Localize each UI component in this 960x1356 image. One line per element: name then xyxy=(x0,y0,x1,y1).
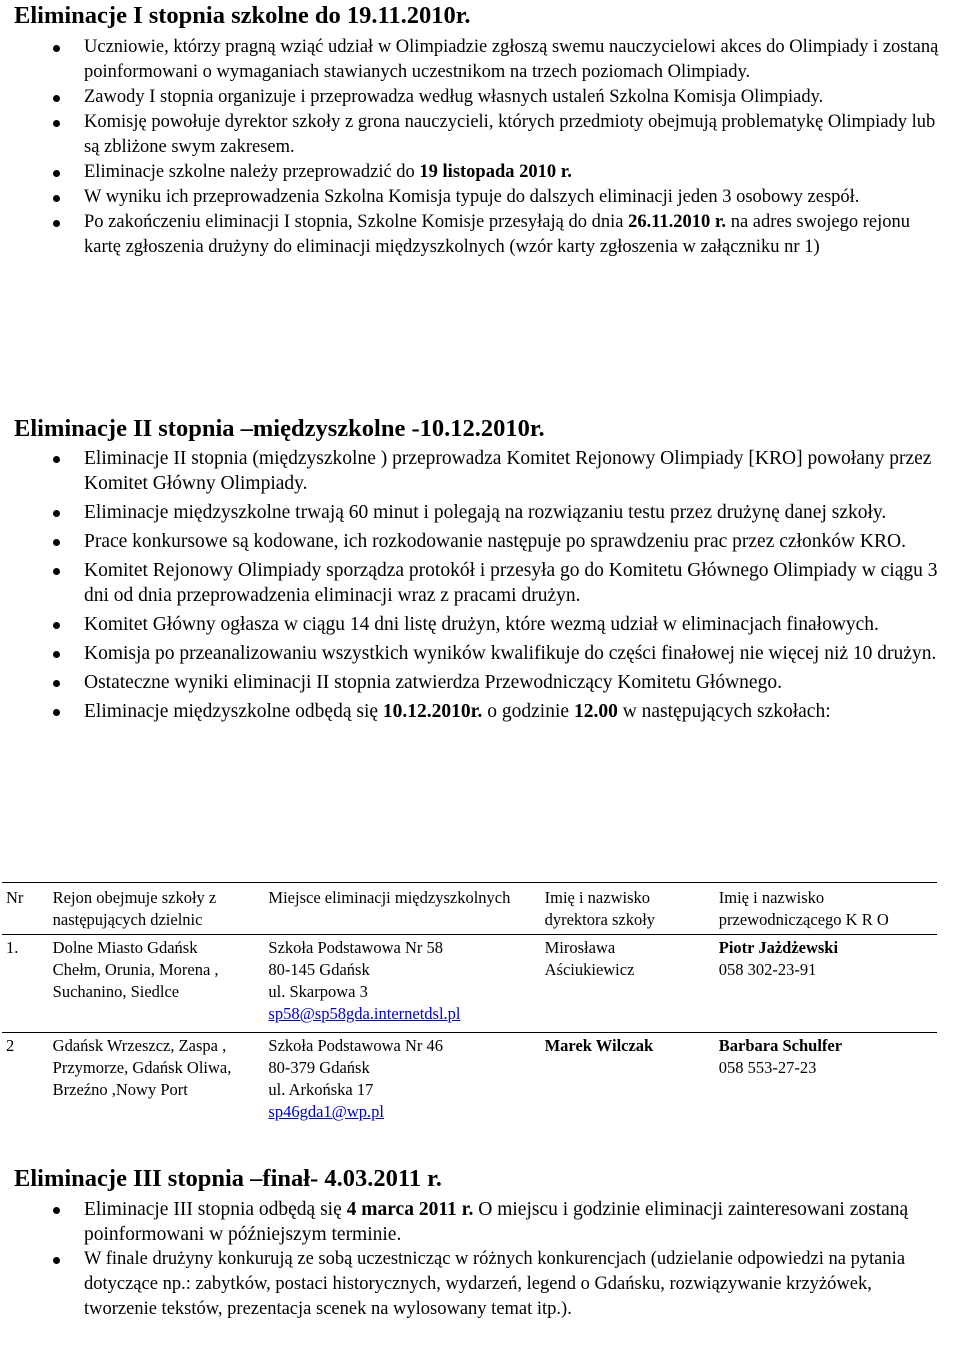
list-item xyxy=(15,1197,945,1247)
director-cell xyxy=(541,1033,715,1124)
schools-table xyxy=(2,882,937,1123)
item-text: Eliminacje międzyszkolne odbędą się xyxy=(84,701,383,722)
section-2-title: Eliminacje II stopnia –międzyszkolne -10.12.2010r. xyxy=(14,415,545,442)
cell-line: Aściukiewicz xyxy=(544,960,635,979)
list-item: Zawody I stopnia organizuje i przeprowadza według własnych ustaleń Szkolna Komisja Olimpiady. xyxy=(15,85,945,110)
place-cell xyxy=(264,935,540,1033)
chair-cell xyxy=(715,1033,937,1124)
list-item: Ostateczne wyniki eliminacji II stopnia zatwierdza Przewodniczący Komitetu Głównego. xyxy=(15,670,945,695)
header-cell: Miejsce eliminacji międzyszkolnych xyxy=(264,883,540,935)
email-link[interactable]: sp46gda1@wp.pl xyxy=(268,1102,384,1121)
list-item: Komitet Rejonowy Olimpiady sporządza protokół i przesyła go do Komitetu Głównego Olimpiady w ciągu 3 dni od dnia przeprowadzenia eliminacji wraz z pracami drużyn. xyxy=(15,558,945,608)
chair-phone: 058 553-27-23 xyxy=(718,1058,817,1077)
district-cell xyxy=(49,935,265,1033)
director-cell xyxy=(541,935,715,1033)
cell-line: Szkoła Podstawowa Nr 46 xyxy=(268,1036,444,1055)
chair-cell xyxy=(715,935,937,1033)
section-3-list xyxy=(15,1197,945,1322)
cell-line: 80-145 Gdańsk xyxy=(268,960,370,979)
item-bold: 26.11.2010 r. xyxy=(628,212,727,232)
cell-line: Gdańsk Wrzeszcz, Zaspa , xyxy=(52,1036,227,1055)
cell-line: Suchanino, Siedlce xyxy=(52,982,180,1001)
cell-line: Mirosława xyxy=(544,938,616,957)
section-1-list xyxy=(15,35,945,260)
header-cell: Nr xyxy=(2,883,49,935)
list-item: Prace konkursowe są kodowane, ich rozkodowanie następuje po sprawdzeniu prac przez członków KRO. xyxy=(15,529,945,554)
item-bold: 19 listopada 2010 r. xyxy=(419,162,572,182)
item-text: o godzinie xyxy=(482,701,574,722)
cell-line: Dolne Miasto Gdańsk xyxy=(52,938,198,957)
place-cell xyxy=(264,1033,540,1124)
table-header-row xyxy=(2,883,937,935)
header-cell: Imię i nazwisko przewodniczącego K R O xyxy=(715,883,937,935)
list-item: Komisję powołuje dyrektor szkoły z grona nauczycieli, których przedmioty obejmują problematykę Olimpiady lub są zbliżone swym zakresem. xyxy=(15,110,945,160)
section-3-title: Eliminacje III stopnia –finał- 4.03.2011 r. xyxy=(14,1165,442,1192)
row-number: 1. xyxy=(2,935,49,1033)
list-item xyxy=(15,699,945,724)
section-2-list xyxy=(15,446,945,728)
cell-line: Chełm, Orunia, Morena , xyxy=(52,960,219,979)
cell-line: Przymorze, Gdańsk Oliwa, xyxy=(52,1058,232,1077)
cell-line: ul. Arkońska 17 xyxy=(268,1080,374,1099)
row-number: 2 xyxy=(6,1036,15,1055)
item-text: Eliminacje szkolne należy przeprowadzić do xyxy=(84,162,420,182)
cell-line: Szkoła Podstawowa Nr 58 xyxy=(268,938,444,957)
list-item xyxy=(15,210,945,260)
item-text: Po zakończeniu eliminacji I stopnia, Szkolne Komisje przesyłają do dnia xyxy=(84,212,629,232)
list-item: W finale drużyny konkurują ze sobą uczestnicząc w różnych konkurencjach (udzielanie odpowiedzi na pytania dotyczące np.: zabytków, postaci historycznych, wydarzeń, legend o Gdańsku, rozwiązywanie krzyżówek, tworzenie tekstów, prezentacja scenek na wylosowany temat itp.). xyxy=(15,1247,945,1322)
table-row xyxy=(2,935,937,1033)
district-cell xyxy=(49,1033,265,1124)
cell-line: Marek Wilczak xyxy=(544,1036,654,1055)
section-1-title: Eliminacje I stopnia szkolne do 19.11.2010r. xyxy=(14,2,471,29)
item-text: w następujących szkołach: xyxy=(617,701,831,722)
chair-name: Piotr Jażdżewski xyxy=(718,938,839,957)
chair-name: Barbara Schulfer xyxy=(718,1036,843,1055)
header-cell: Imię i nazwisko dyrektora szkoły xyxy=(541,883,715,935)
item-bold: 10.12.2010r. xyxy=(382,701,483,722)
email-link[interactable]: sp58@sp58gda.internetdsl.pl xyxy=(268,1004,461,1023)
list-item: Komisja po przeanalizowaniu wszystkich wyników kwalifikuje do części finałowej nie więcej niż 10 drużyn. xyxy=(15,641,945,666)
item-text: na adres swojego rejonu kartę zgłoszenia drużyny do eliminacji międzyszkolnych (wzór karty zgłoszenia w załączniku nr 1) xyxy=(84,212,910,257)
list-item: W wyniku ich przeprowadzenia Szkolna Komisja typuje do dalszych eliminacji jeden 3 osobowy zespół. xyxy=(15,185,945,210)
item-bold: 4 marca 2011 r. xyxy=(346,1199,474,1220)
list-item xyxy=(15,160,945,185)
list-item: Uczniowie, którzy pragną wziąć udział w Olimpiadzie zgłoszą swemu nauczycielowi akces do Olimpiady i zostaną poinformowani o wymaganiach stawianych uczestnikom na trzech poziomach Olimpiady. xyxy=(15,35,945,85)
table-row xyxy=(2,1033,937,1124)
list-item: Eliminacje II stopnia (międzyszkolne ) przeprowadza Komitet Rejonowy Olimpiady [KRO] powołany przez Komitet Główny Olimpiady. xyxy=(15,446,945,496)
cell-line: 80-379 Gdańsk xyxy=(268,1058,370,1077)
list-item: Komitet Główny ogłasza w ciągu 14 dni listę drużyn, które wezmą udział w eliminacjach finałowych. xyxy=(15,612,945,637)
header-cell: Rejon obejmuje szkoły z następujących dzielnic xyxy=(49,883,265,935)
cell-line: Brzeźno ,Nowy Port xyxy=(52,1080,188,1099)
list-item: Eliminacje międzyszkolne trwają 60 minut i polegają na rozwiązaniu testu przez drużynę danej szkoły. xyxy=(15,500,945,525)
item-bold: 12.00 xyxy=(573,701,618,722)
item-text: O miejscu i godzinie eliminacji zainteresowani zostaną poinformowani w późniejszym terminie. xyxy=(84,1199,909,1245)
cell-line: ul. Skarpowa 3 xyxy=(268,982,368,1001)
item-text: Eliminacje III stopnia odbędą się xyxy=(84,1199,347,1220)
chair-phone: 058 302-23-91 xyxy=(718,960,817,979)
